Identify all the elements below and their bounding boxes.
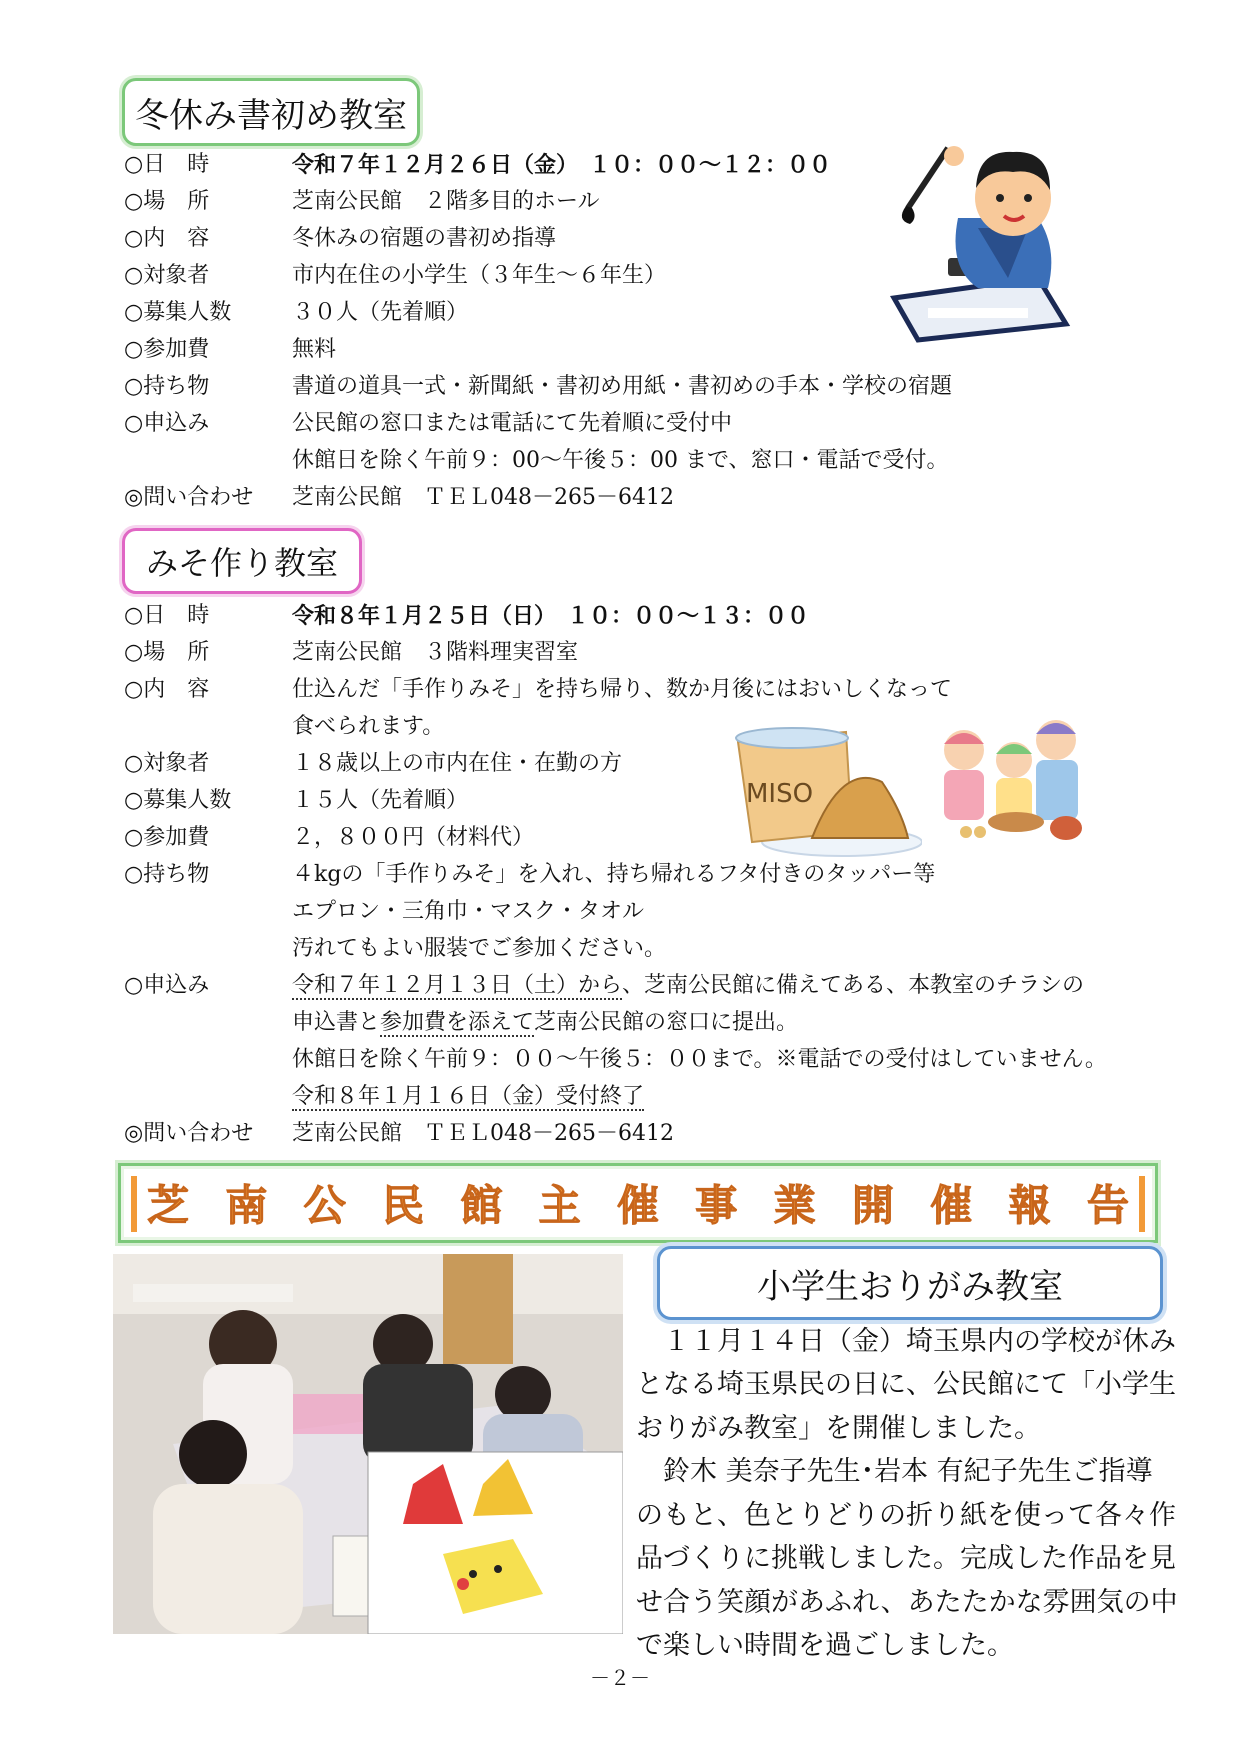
banner-bar xyxy=(131,1176,137,1232)
apply-end-date: 令和８年１月１６日（金）受付終了 xyxy=(292,1084,645,1109)
banner-char: 館 xyxy=(460,1181,503,1230)
banner-char: 南 xyxy=(225,1181,268,1230)
report-line: せ合う笑顔があふれ、あたたかな雰囲気の中 xyxy=(636,1587,1178,1618)
banner-char: 主 xyxy=(538,1181,581,1230)
banner-char: 芝 xyxy=(147,1181,190,1230)
miso-label: MISO xyxy=(746,779,814,809)
calligraphy-class-title xyxy=(122,78,420,146)
miso-class-title-text: みそ作り教室 xyxy=(145,544,338,582)
origami-class-report-title xyxy=(657,1246,1163,1320)
banner-char: 催 xyxy=(930,1181,973,1230)
origami-class-photo xyxy=(113,1254,623,1634)
banner-bar xyxy=(1139,1176,1145,1232)
detail-continuation: 休館日を除く午前９：００～午後５：００まで。※電話での受付はしていません。 xyxy=(292,1047,1107,1072)
apply-start-date: 令和７年１２月１３日（土）から xyxy=(292,973,623,998)
calligraphy-boy-illustration xyxy=(888,128,1072,350)
cooking-family-illustration xyxy=(936,712,1086,846)
origami-class-report-title-text: 小学生おりがみ教室 xyxy=(757,1266,1063,1307)
banner-char: 事 xyxy=(695,1181,738,1230)
detail-continuation: エプロン・三角巾・マスク・タオル xyxy=(292,899,645,924)
banner-char: 業 xyxy=(773,1181,816,1230)
detail-continuation: 食べられます。 xyxy=(292,714,445,739)
miso-tub-illustration xyxy=(732,722,922,858)
banner-char: 告 xyxy=(1086,1181,1129,1230)
date-value: 令和８年１月２５日（日） １０：００～１３：００ xyxy=(292,603,810,629)
report-line: １１月１４日（金）埼玉県内の学校が休み xyxy=(636,1326,1176,1357)
event-report-banner xyxy=(118,1163,1158,1243)
page-number: －２－ xyxy=(590,1666,650,1690)
banner-char: 公 xyxy=(303,1181,346,1230)
miso-class-title xyxy=(122,528,362,594)
report-line: 鈴木 美奈子先生･岩本 有紀子先生ご指導 xyxy=(636,1456,1153,1487)
banner-char: 民 xyxy=(381,1181,424,1230)
detail-continuation xyxy=(292,1080,644,1114)
banner-char: 催 xyxy=(616,1181,659,1230)
report-line: おりがみ教室」を開催しました。 xyxy=(636,1413,1041,1444)
banner-char: 開 xyxy=(851,1181,894,1230)
date-value: 令和７年１２月２６日（金） １０：００～１２：００ xyxy=(292,152,832,178)
report-line: で楽しい時間を過ごしました。 xyxy=(636,1630,1014,1661)
detail-continuation: 汚れてもよい服装でご参加ください。 xyxy=(292,936,667,961)
origami-class-photo-image xyxy=(113,1254,623,1634)
calligraphy-class-title-text: 冬休み書初め教室 xyxy=(135,95,407,136)
banner-char: 報 xyxy=(1008,1181,1051,1230)
report-line: 品づくりに挑戦しました。完成した作品を見 xyxy=(636,1543,1176,1574)
report-line: となる埼玉県民の日に、公民館にて「小学生 xyxy=(636,1369,1176,1400)
report-line: のもと、色とりどりの折り紙を使って各々作 xyxy=(636,1500,1176,1531)
detail-continuation: 申込書と参加費を添えて芝南公民館の窓口に提出。 xyxy=(292,1010,799,1035)
